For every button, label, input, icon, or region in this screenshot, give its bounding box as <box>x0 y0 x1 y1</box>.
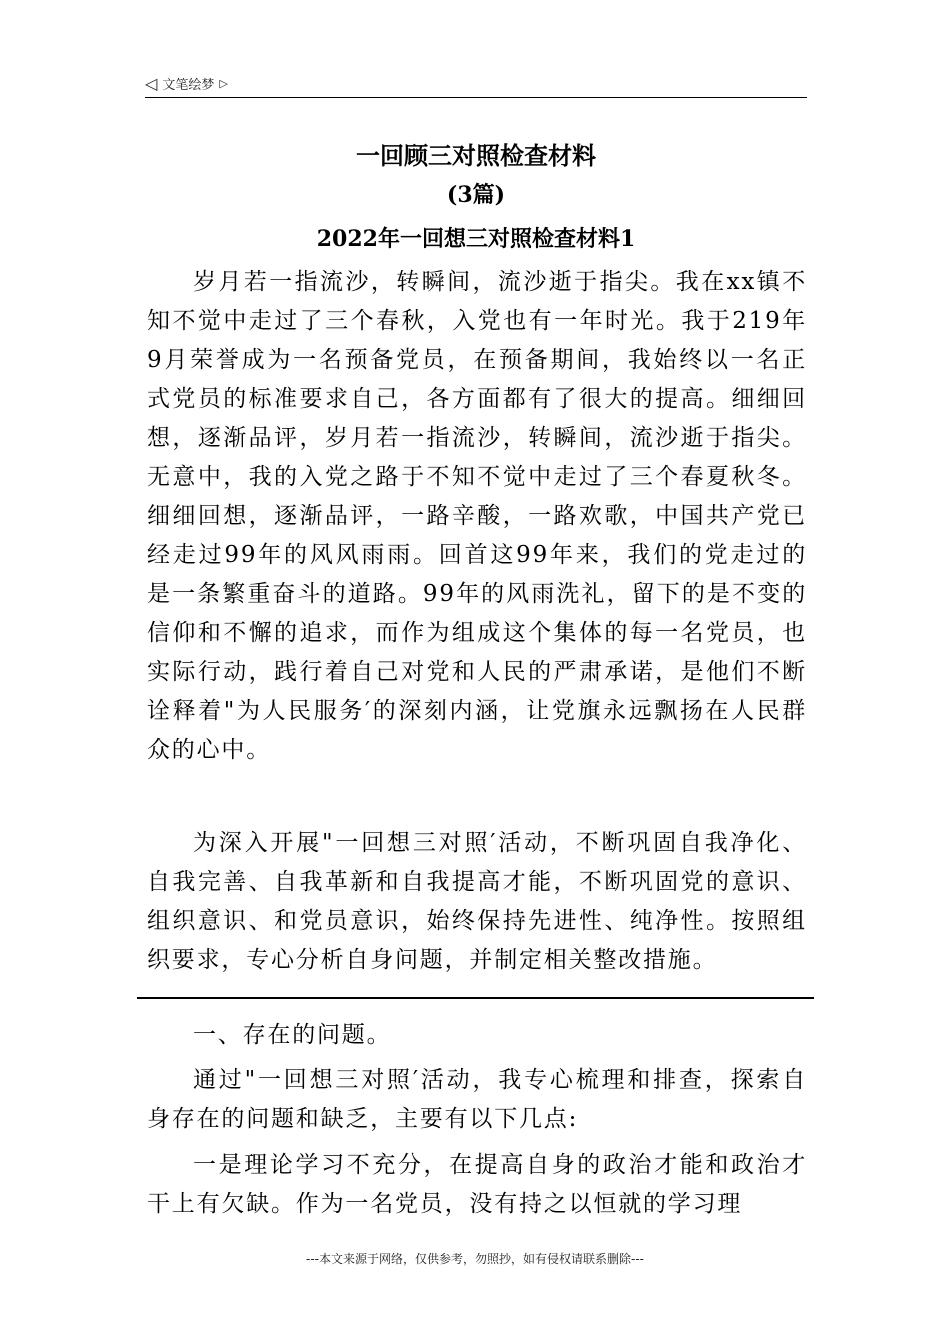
page-footer: ---本文来源于网络，仅供参考，勿照抄，如有侵权请联系删除--- <box>306 1252 644 1266</box>
page-header <box>145 74 228 93</box>
body-paragraph: 岁月若一指流沙，转瞬间，流沙逝于指尖。我在xx镇不知不觉中走过了三个春秋，入党也有一年时光。我于219年9月荣誉成为一名预备党员，在预备期间，我始终以一名正式党员的标准要求自己，各方面都有了很大的提高。细细回想，逐渐品评，岁月若一指流沙，转瞬间，流沙逝于指尖。无意中，我的入党之路于不知不觉中走过了三个春夏秋冬。细细回想，逐渐品评，一路辛酸，一路欢歌，中国共产党已经走过99年的风风雨雨。回首这99年来，我们的党走过的是一条繁重奋斗的道路。99年的风雨洗礼，留下的是不变的信仰和不懈的追求，而作为组成这个集体的每一名党员，也实际行动，践行着自己对党和人民的严肃承诺，是他们不断诠释着"为人民服务′的深刻内涵，让党旗永远飘扬在人民群众的心中。 <box>147 269 807 763</box>
triangle-left-icon: ◁ <box>145 73 158 93</box>
document-subtitle: (3篇) <box>446 182 506 208</box>
body-paragraph: 为深入开展"一回想三对照′活动，不断巩固自我净化、自我完善、自我革新和自我提高才能，不断巩固党的意识、组织意识、和党员意识，始终保持先进性、纯净性。按照组织要求，专心分析自身问题，并制定相关整改措施。 <box>147 830 807 973</box>
document-title: 一回顾三对照检查材料 <box>356 141 596 170</box>
page-break-divider <box>137 997 814 999</box>
brand-label: 文笔绘梦 <box>162 78 215 93</box>
triangle-right-icon: ▷ <box>219 77 228 90</box>
body-paragraph: 通过"一回想三对照′活动，我专心梳理和排查，探索自身存在的问题和缺乏，主要有以下几点: <box>147 1067 807 1132</box>
header-divider <box>145 97 807 98</box>
section-heading: 一、存在的问题。 <box>193 1022 392 1048</box>
section-title: 2022年一回想三对照检查材料1 <box>316 226 636 252</box>
body-paragraph: 一是理论学习不充分，在提高自身的政治才能和政治才干上有欠缺。作为一名党员，没有持之以恒就的学习理 <box>147 1152 807 1217</box>
